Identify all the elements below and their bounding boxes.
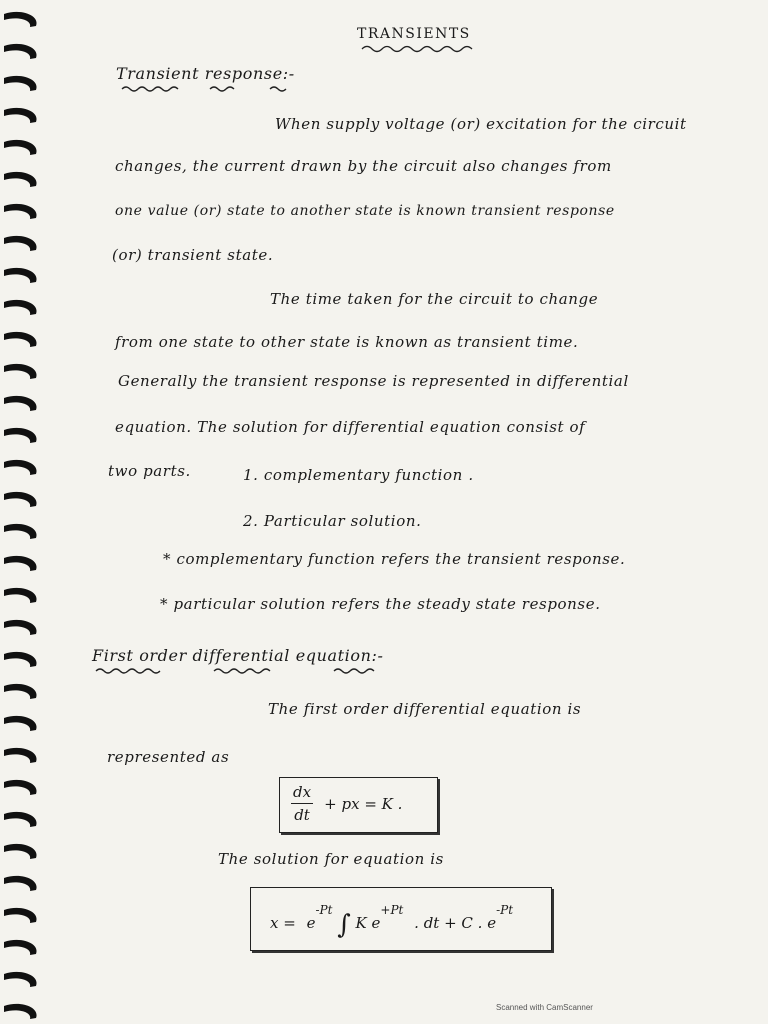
spiral-coil bbox=[4, 716, 37, 731]
text-line-1: When supply voltage (or) excitation for the circuit bbox=[275, 115, 687, 133]
spiral-coil bbox=[4, 556, 37, 571]
text-line-4: (or) transient state. bbox=[112, 246, 274, 264]
spiral-binding bbox=[0, 0, 48, 1024]
spiral-coil bbox=[4, 1004, 37, 1019]
spiral-coil bbox=[4, 396, 37, 411]
list-item-1: 1. complementary function . bbox=[243, 466, 474, 484]
spiral-coil bbox=[4, 268, 37, 283]
eq2-exp3: -Pt bbox=[496, 903, 514, 917]
section-heading-transient-response: Transient response:- bbox=[116, 64, 295, 83]
spiral-coil bbox=[4, 460, 37, 475]
scanner-watermark: Scanned with CamScanner bbox=[496, 1003, 593, 1012]
spiral-coil bbox=[4, 108, 37, 123]
fraction-denominator: dt bbox=[294, 806, 310, 824]
heading-underline bbox=[120, 84, 290, 94]
text-line-2: changes, the current drawn by the circuit also changes from bbox=[115, 157, 612, 175]
title-underline bbox=[360, 44, 470, 54]
spiral-coil bbox=[4, 812, 37, 827]
text-line-6: from one state to other state is known as transient time. bbox=[115, 333, 579, 351]
equation-1 bbox=[291, 783, 402, 824]
spiral-coil bbox=[4, 876, 37, 891]
text-line-10: The first order differential equation is bbox=[268, 700, 582, 718]
text-line-8: equation. The solution for differential equation consist of bbox=[115, 418, 586, 436]
eq2-e1: e bbox=[306, 914, 316, 932]
spiral-coil bbox=[4, 140, 37, 155]
section-heading-first-order: First order differential equation:- bbox=[92, 646, 384, 665]
text-line-7: Generally the transient response is represented in differential bbox=[118, 372, 629, 390]
derivative-fraction bbox=[291, 783, 313, 824]
spiral-coil bbox=[4, 76, 37, 91]
spiral-coil bbox=[4, 620, 37, 635]
spiral-coil bbox=[4, 492, 37, 507]
eq2-exp2: +Pt bbox=[380, 903, 404, 917]
eq2-e2: e bbox=[371, 914, 381, 932]
spiral-coil bbox=[4, 12, 37, 27]
text-line-11: represented as bbox=[107, 748, 230, 766]
spiral-coil bbox=[4, 588, 37, 603]
text-line-5: The time taken for the circuit to change bbox=[270, 290, 599, 308]
note-particular: * particular solution refers the steady state response. bbox=[160, 595, 601, 613]
spiral-coil bbox=[4, 748, 37, 763]
list-item-2: 2. Particular solution. bbox=[243, 512, 422, 530]
spiral-coil bbox=[4, 780, 37, 795]
integral-sign: ∫ bbox=[337, 910, 351, 940]
note-complementary: * complementary function refers the transient response. bbox=[163, 550, 626, 568]
text-line-12: The solution for equation is bbox=[218, 850, 444, 868]
spiral-coil bbox=[4, 332, 37, 347]
spiral-coil bbox=[4, 204, 37, 219]
spiral-coil bbox=[4, 972, 37, 987]
spiral-coil bbox=[4, 908, 37, 923]
spiral-coil bbox=[4, 300, 37, 315]
eq2-lhs: x = bbox=[270, 914, 296, 932]
page-title: TRANSIENTS bbox=[357, 26, 471, 42]
eq2-k: K bbox=[355, 914, 367, 932]
spiral-coil bbox=[4, 684, 37, 699]
spiral-coil bbox=[4, 172, 37, 187]
spiral-coil bbox=[4, 364, 37, 379]
spiral-coil bbox=[4, 524, 37, 539]
spiral-coil bbox=[4, 940, 37, 955]
eq2-dt: . dt + C . e bbox=[414, 914, 497, 932]
spiral-coil bbox=[4, 428, 37, 443]
heading-underline-2 bbox=[94, 666, 394, 676]
eq2-exp1: -Pt bbox=[315, 903, 333, 917]
fraction-numerator: dx bbox=[291, 783, 313, 804]
equation-2 bbox=[270, 903, 514, 940]
spiral-coil bbox=[4, 844, 37, 859]
spiral-coil bbox=[4, 44, 37, 59]
spiral-coil bbox=[4, 236, 37, 251]
text-line-3: one value (or) state to another state is known transient response bbox=[115, 203, 615, 219]
equation-1-rest: + px = K . bbox=[324, 794, 403, 813]
text-line-9: two parts. bbox=[108, 462, 191, 480]
spiral-coil bbox=[4, 652, 37, 667]
